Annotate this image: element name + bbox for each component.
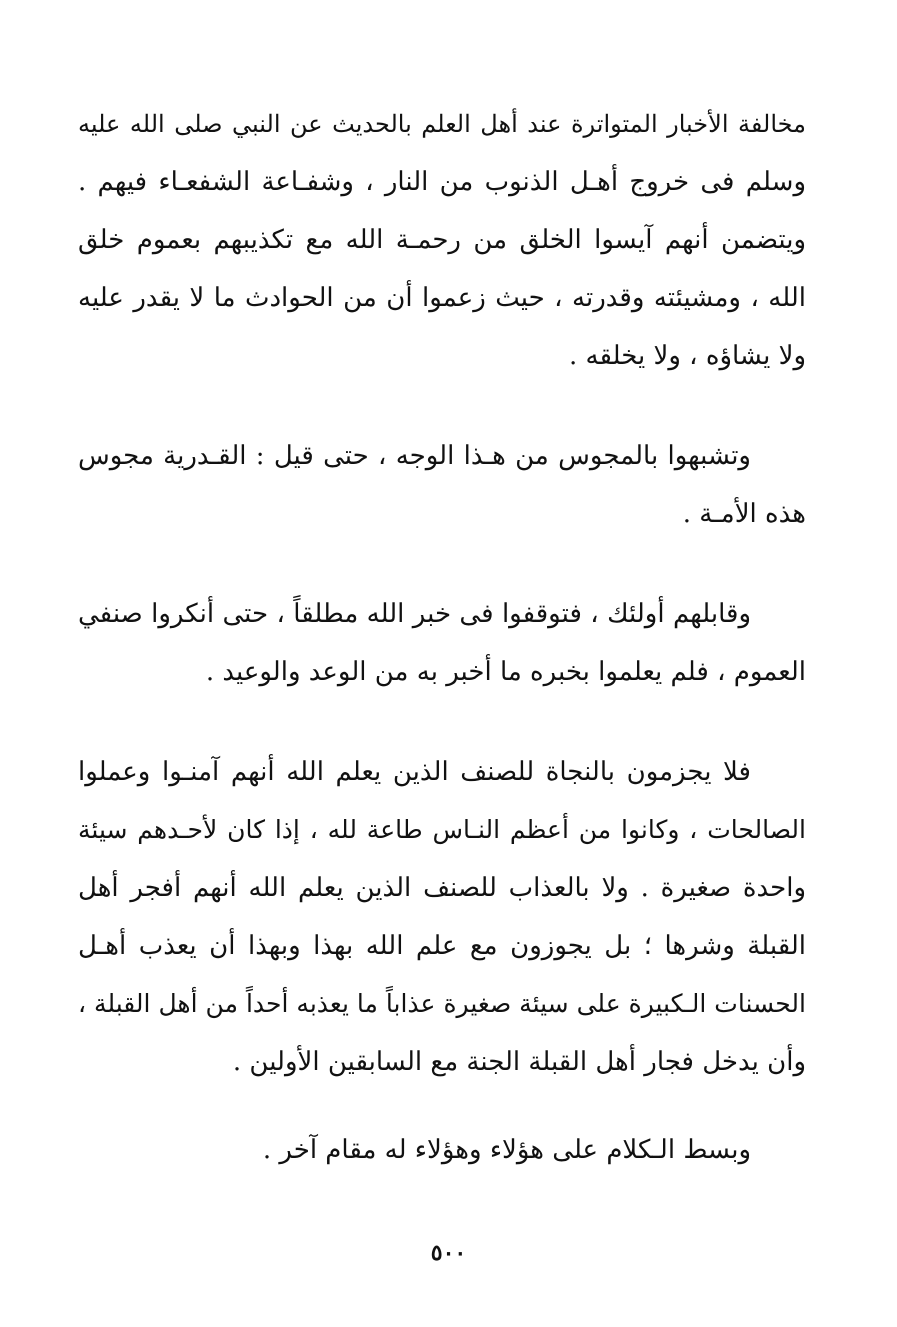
page-body <box>78 95 806 1179</box>
paragraph-4 <box>78 743 806 1091</box>
text-line: وتشبهوا بالمجوس من هـذا الوجه ، حتى قيل : القـدرية مجوس <box>78 441 751 471</box>
paragraph-1 <box>78 95 806 385</box>
text-line: ويتضمن أنهم آيسوا الخلق من رحمـة الله مع تكذيبهم بعموم خلق <box>78 225 806 255</box>
text-line: وقابلهم أولئك ، فتوقفوا فى خبر الله مطلقاً ، حتى أنكروا صنفي <box>78 599 751 629</box>
paragraph-5 <box>78 1121 806 1179</box>
text-line: الله ، ومشيئته وقدرته ، حيث زعموا أن من الحوادث ما لا يقدر عليه <box>78 283 806 313</box>
text-line: وأن يدخل فجار أهل القبلة الجنة مع السابقين الأولين . <box>232 1047 806 1077</box>
paragraph-gap <box>78 543 806 585</box>
paragraph-3 <box>78 585 806 701</box>
text-line: ولا يشاؤه ، ولا يخلقه . <box>569 341 806 371</box>
paragraph-gap <box>78 701 806 743</box>
text-line: هذه الأمـة . <box>682 499 806 529</box>
paragraph-2 <box>78 427 806 543</box>
text-line: فلا يجزمون بالنجاة للصنف الذين يعلم الله أنهم آمنـوا وعملوا <box>78 757 751 787</box>
text-line: القبلة وشرها ؛ بل يجوزون مع علم الله بهذا وبهذا أن يعذب أهـل <box>78 931 806 961</box>
text-line: وبسط الـكلام على هؤلاء وهؤلاء له مقام آخر . <box>262 1135 751 1165</box>
paragraph-gap <box>78 1091 806 1121</box>
paragraph-gap <box>78 385 806 427</box>
text-line: الصالحات ، وكانوا من أعظم النـاس طاعة لله ، إذا كان لأحـدهم سيئة <box>78 815 806 844</box>
text-line: واحدة صغيرة . ولا بالعذاب للصنف الذين يعلم الله أنهم أفجر أهل <box>78 873 806 903</box>
text-line: مخالفة الأخبار المتواترة عند أهل العلم بالحديث عن النبي صلى الله عليه <box>78 110 806 138</box>
text-line: العموم ، فلم يعلموا بخبره ما أخبر به من الوعد والوعيد . <box>205 657 806 687</box>
page-number: ٥٠٠ <box>430 1240 467 1266</box>
text-line: الحسنات الـكبيرة على سيئة صغيرة عذاباً ما يعذبه أحداً من أهل القبلة ، <box>78 989 806 1018</box>
text-line: وسلم فى خروج أهـل الذنوب من النار ، وشفـاعة الشفعـاء فيهم . <box>78 167 807 197</box>
